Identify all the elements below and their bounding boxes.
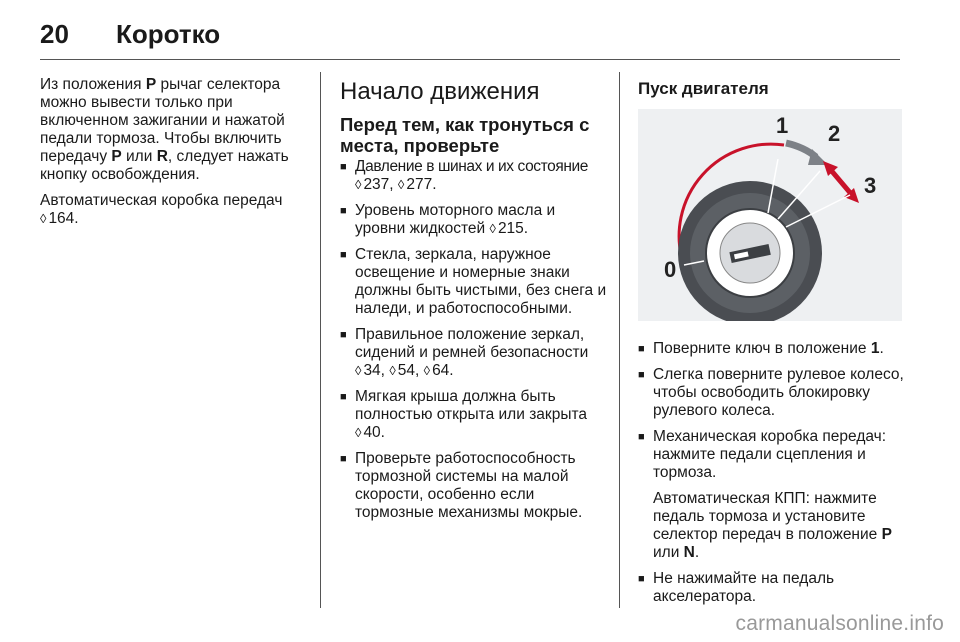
list-item: ■ Правильное положение зеркал, сидений и ремней безопасности ◊ 34, ◊ 54, ◊ 64.: [340, 326, 608, 380]
reference-arrow-icon: ◊: [40, 211, 47, 226]
reference-arrow-icon: ◊: [355, 363, 362, 378]
list-item: ■ Уровень моторного масла и уровни жидкостей ◊ 215.: [340, 202, 608, 238]
reference-arrow-icon: ◊: [355, 425, 362, 440]
paragraph: Из положения P рычаг селектора можно вывести только при включенном зажигании и нажатой педали тормоза. Чтобы включить передачу P или R, следует нажать кнопку освобождения.: [40, 76, 289, 183]
position-label-1: 1: [776, 113, 789, 138]
page-reference[interactable]: ◊ 40.: [355, 424, 385, 441]
paragraph-crossref: Автоматическая коробка передач ◊ 164.: [40, 192, 283, 227]
column-divider: [320, 72, 321, 608]
reference-arrow-icon: ◊: [389, 363, 396, 378]
list-item: ■ Стекла, зеркала, наружное освещение и номерные знаки должны быть чистыми, без снега и наледи, и работоспособными.: [340, 246, 608, 318]
reference-arrow-icon: ◊: [397, 177, 405, 192]
page-reference[interactable]: ◊ 237,: [355, 176, 394, 193]
page-number: 20: [40, 18, 69, 49]
reference-arrow-icon: ◊: [355, 177, 362, 192]
ignition-switch-figure: [638, 109, 902, 321]
list-item: ■ Мягкая крыша должна быть полностью открыта или закрыта ◊ 40.: [340, 388, 608, 442]
sub-paragraph: Автоматическая КПП: нажмите педаль тормоза и установите селектор передач в положение P или N.: [653, 490, 892, 561]
page-reference[interactable]: ◊ 34,: [355, 362, 385, 379]
checklist: [340, 158, 608, 522]
list-item: ■ Механическая коробка передач: нажмите педали сцепления и тормоза. Автоматическая КПП: нажмите педаль тормоза и установите селектор передач в положение P или N.: [638, 428, 906, 562]
position-label-0: 0: [664, 257, 677, 282]
list-item: ■ Проверьте работоспособность тормозной системы на малой скорости, особенно если тормозные механизмы мокрые.: [340, 450, 608, 522]
list-item: ■ Слегка поверните рулевое колесо, чтобы освободить блокировку рулевого колеса.: [638, 366, 906, 420]
section-title: Начало движения: [340, 78, 540, 105]
page-reference[interactable]: ◊ 215.: [489, 220, 529, 237]
start-steps-list: [638, 340, 906, 606]
header-divider: [40, 59, 900, 60]
column-left: [40, 76, 302, 236]
position-label-3: 3: [864, 173, 877, 198]
column-middle: [340, 76, 608, 530]
list-item: ■ Поверните ключ в положение 1.: [638, 340, 906, 358]
page-reference[interactable]: ◊ 54,: [389, 362, 420, 379]
column-right: [638, 76, 906, 614]
page-reference[interactable]: ◊ 277.: [397, 176, 437, 193]
page-header: [40, 14, 220, 54]
page-reference[interactable]: ◊ 164.: [40, 210, 79, 227]
position-label-2: 2: [828, 121, 841, 146]
subsection-title: Перед тем, как тронуться с места, проверьте: [340, 114, 590, 156]
list-item: ■ Давление в шинах и их состояние ◊ 237, ◊ 277.: [340, 158, 608, 194]
page-reference[interactable]: ◊ 64.: [423, 362, 454, 379]
list-item: ■ Не нажимайте на педаль акселератора.: [638, 570, 906, 606]
watermark: carmanualsonline.info: [735, 612, 944, 635]
page-title: Коротко: [116, 18, 221, 49]
subsection-title: Пуск двигателя: [638, 79, 769, 98]
reference-arrow-icon: ◊: [423, 363, 431, 378]
column-divider: [619, 72, 620, 608]
reference-arrow-icon: ◊: [489, 221, 496, 236]
